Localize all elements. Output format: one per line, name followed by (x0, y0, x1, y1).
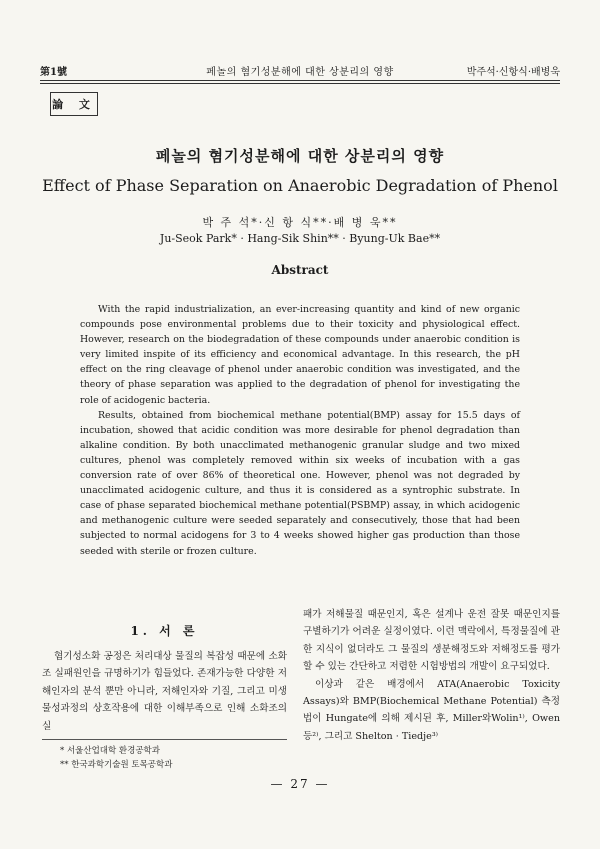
authors-korean: 박 주 석*·신 항 식**·배 병 욱** (202, 216, 398, 229)
left-column (42, 648, 287, 735)
right-column (303, 606, 560, 745)
article-type-tag: 論 文 (50, 92, 98, 116)
section-heading-introduction: 1. 서 론 (130, 624, 199, 638)
body-paragraph: 이상과 같은 배경에서 ATA(Anaerobic Toxicity Assays)와 BMP(Biochemical Methane Potential) 측정법이 Hungate에 의해 제시된 후, Miller와Wolin¹⁾, Owen 등²⁾, 그리고 Shelton · Tiedje³⁾ (303, 678, 560, 742)
page-number: — 27 — (270, 777, 330, 791)
running-title: 페놀의 혐기성분해에 대한 상분리의 영향 (206, 67, 394, 78)
abstract-heading: Abstract (271, 263, 329, 277)
authors-english: Ju-Seok Park* · Hang-Sik Shin** · Byung-Uk Bae** (159, 232, 441, 245)
footnote-affiliation: ** 한국과학기술원 토목공학과 (60, 760, 173, 770)
abstract-paragraph: With the rapid industrialization, an ever-increasing quantity and kind of new organic compounds pose environmental problems due to their toxicity and physiological effect. However, research on the biodegradation of these compounds under anaerobic condition is very limited inspite of its efficiency and economical advantage. In this research, the pH effect on the ring cleavage of phenol under anaerobic condition was investigated, and the theory of phase separation was applied to the degradation of phenol for investigating the role of acidogenic bacteria. (80, 304, 520, 406)
title-korean: 페놀의 혐기성분해에 대한 상분리의 영향 (155, 147, 445, 165)
running-authors: 박주석·신항식·배병욱 (466, 67, 560, 78)
body-paragraph: 혐기성소화 공정은 처리대상 물질의 복잡성 때문에 소화조 실패원인을 규명하기가 힘들었다. 존재가능한 다양한 저해인자의 분석 뿐만 아니라, 저해인자와 기질, 그리고 미생물성과정의 상호작용에 대한 이해부족으로 인해 소화조의 실 (42, 651, 287, 732)
title-english: Effect of Phase Separation on Anaerobic Degradation of Phenol (42, 176, 558, 195)
header-rule (40, 80, 560, 81)
abstract-body (80, 302, 520, 559)
footnote-affiliation: * 서울산업대학 환경공학과 (60, 746, 160, 756)
abstract-paragraph: Results, obtained from biochemical methane potential(BMP) assay for 15.5 days of incubation, showed that acidic condition was more desirable for phenol degradation than alkaline condition. By both unacclimated methanogenic granular sludge and two mixed cultures, phenol was completely removed within six weeks of incubation with a gas conversion rate of over 86% of theoretical one. However, phenol was not degraded by unacclimated acidogenic culture, and thus it is considered as a syntrophic substrate. In case of phase separated biochemical methane potential(PSBMP) assay, in which acidogenic and methanogenic culture were seeded separately and consecutively, those that had been subjected to normal acidogens for 3 to 4 weeks showed higher gas production than those seeded with sterile or frozen culture. (80, 409, 520, 557)
issue-number: 第1號 (40, 67, 67, 78)
footnote-rule (42, 739, 287, 740)
footnotes (60, 744, 172, 772)
header-rule-double (40, 83, 560, 84)
body-paragraph: 패가 저해물질 때문인지, 혹은 설계나 운전 잘못 때문인지를 구별하기가 어려운 실정이였다. 이런 맥락에서, 특정물질에 관한 지식이 없더라도 그 물질의 생분해정도와 저해정도를 평가할 수 있는 간단하고 저렴한 시험방법의 개발이 요구되었다. (303, 609, 560, 673)
